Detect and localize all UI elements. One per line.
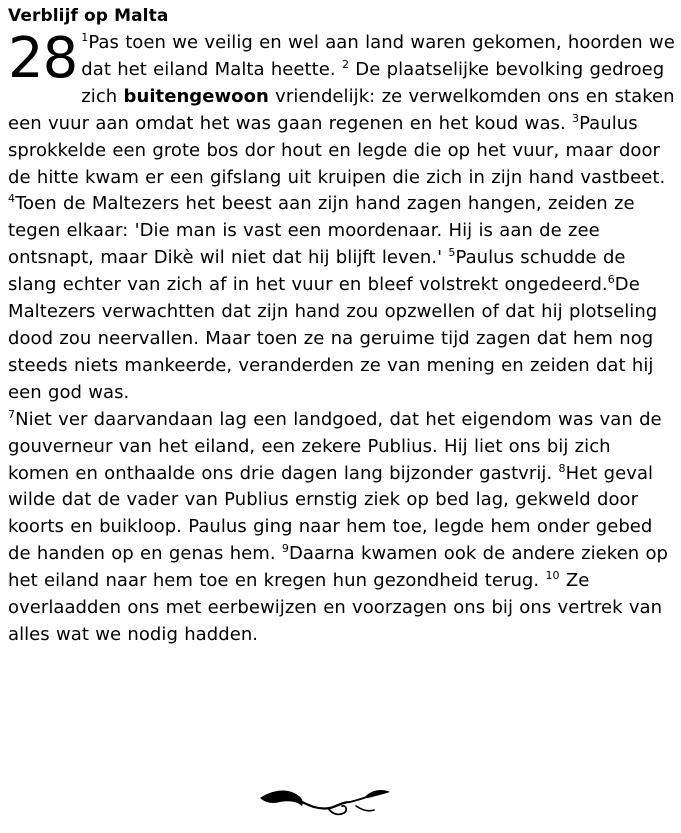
verse-1-text: Pas toen we veilig en wel aan land waren gekomen, hoorden we dat het eiland Malta heette. (81, 32, 675, 80)
verse-7-text: Niet ver daarvandaan lag een landgoed, dat het eigendom was van de gouverneur van het eiland, een zekere Publius. Hij liet ons bij zich komen en onthaalde ons drie dagen lang bijzonder gastvrij. (8, 408, 662, 484)
verse-8-text: Het geval wilde dat de vader van Publius ernstig ziek op bed lag, gekweld door koorts en buikloop. Paulus ging naar hem toe, legde hem onder gebed de handen op en genas hem. (8, 462, 654, 565)
verse-number-7: 7 (8, 407, 16, 421)
fleuron-ornament-icon (258, 782, 398, 822)
verse-2-text-b: vriendelijk: ze verwelkomden ons en staken een vuur aan omdat het was gaan regenen en het koud was. (8, 85, 675, 134)
verse-number-1: 1 (81, 31, 89, 44)
verse-9-text: Daarna kwamen ook de andere zieken op het eiland naar hem toe en kregen hun gezondheid terug. (8, 543, 668, 592)
verse-4-text: Toen de Maltezers het beest aan zijn hand zagen hangen, zeiden ze tegen elkaar: 'Die man is vast een moordenaar. Hij is aan de zee ontsnapt, maar Dikè wil niet dat hij blijft leven.' (8, 193, 635, 269)
verse-6-text: De Maltezers verwachtten dat zijn hand zou opzwellen of dat hij plotseling dood zou neervallen. Maar toen ze na geruime tijd zagen dat hem nog steeds niets mankeerde, veranderden ze van mening en zeiden dat hij een god was. (8, 274, 658, 403)
paragraph-2 (8, 407, 676, 649)
section-heading: Verblijf op Malta (8, 6, 169, 26)
verse-3-text: Paulus sprokkelde een grote bos dor hout en legde die op het vuur, maar door de hitte kwam er een gifslang uit kruipen die zich in zijn hand vastbeet. (8, 112, 666, 188)
verse-number-3: 3 (572, 111, 580, 125)
verse-number-4: 4 (8, 192, 16, 206)
chapter-page (8, 0, 676, 649)
verse-10-text: Ze overlaadden ons met eerbewijzen en voorzagen ons bij ons vertrek van alles wat we nodig hadden. (8, 570, 663, 645)
verse-2-text-a: De plaatselijke bevolking gedroeg zich (81, 58, 665, 107)
verse-2-emphasis: buitengewoon (123, 85, 269, 107)
verse-number-10: 10 (545, 569, 560, 583)
paragraph-1 (8, 26, 676, 407)
verse-number-6: 6 (607, 273, 615, 287)
verse-number-8: 8 (558, 461, 566, 475)
chapter-number: 28 (8, 26, 78, 91)
verse-5-text: Paulus schudde de slang echter van zich af in het vuur en bleef volstrekt ongedeerd. (8, 247, 626, 296)
verse-number-5: 5 (448, 246, 456, 260)
verse-number-9: 9 (281, 542, 289, 556)
verse-number-2: 2 (341, 57, 350, 71)
